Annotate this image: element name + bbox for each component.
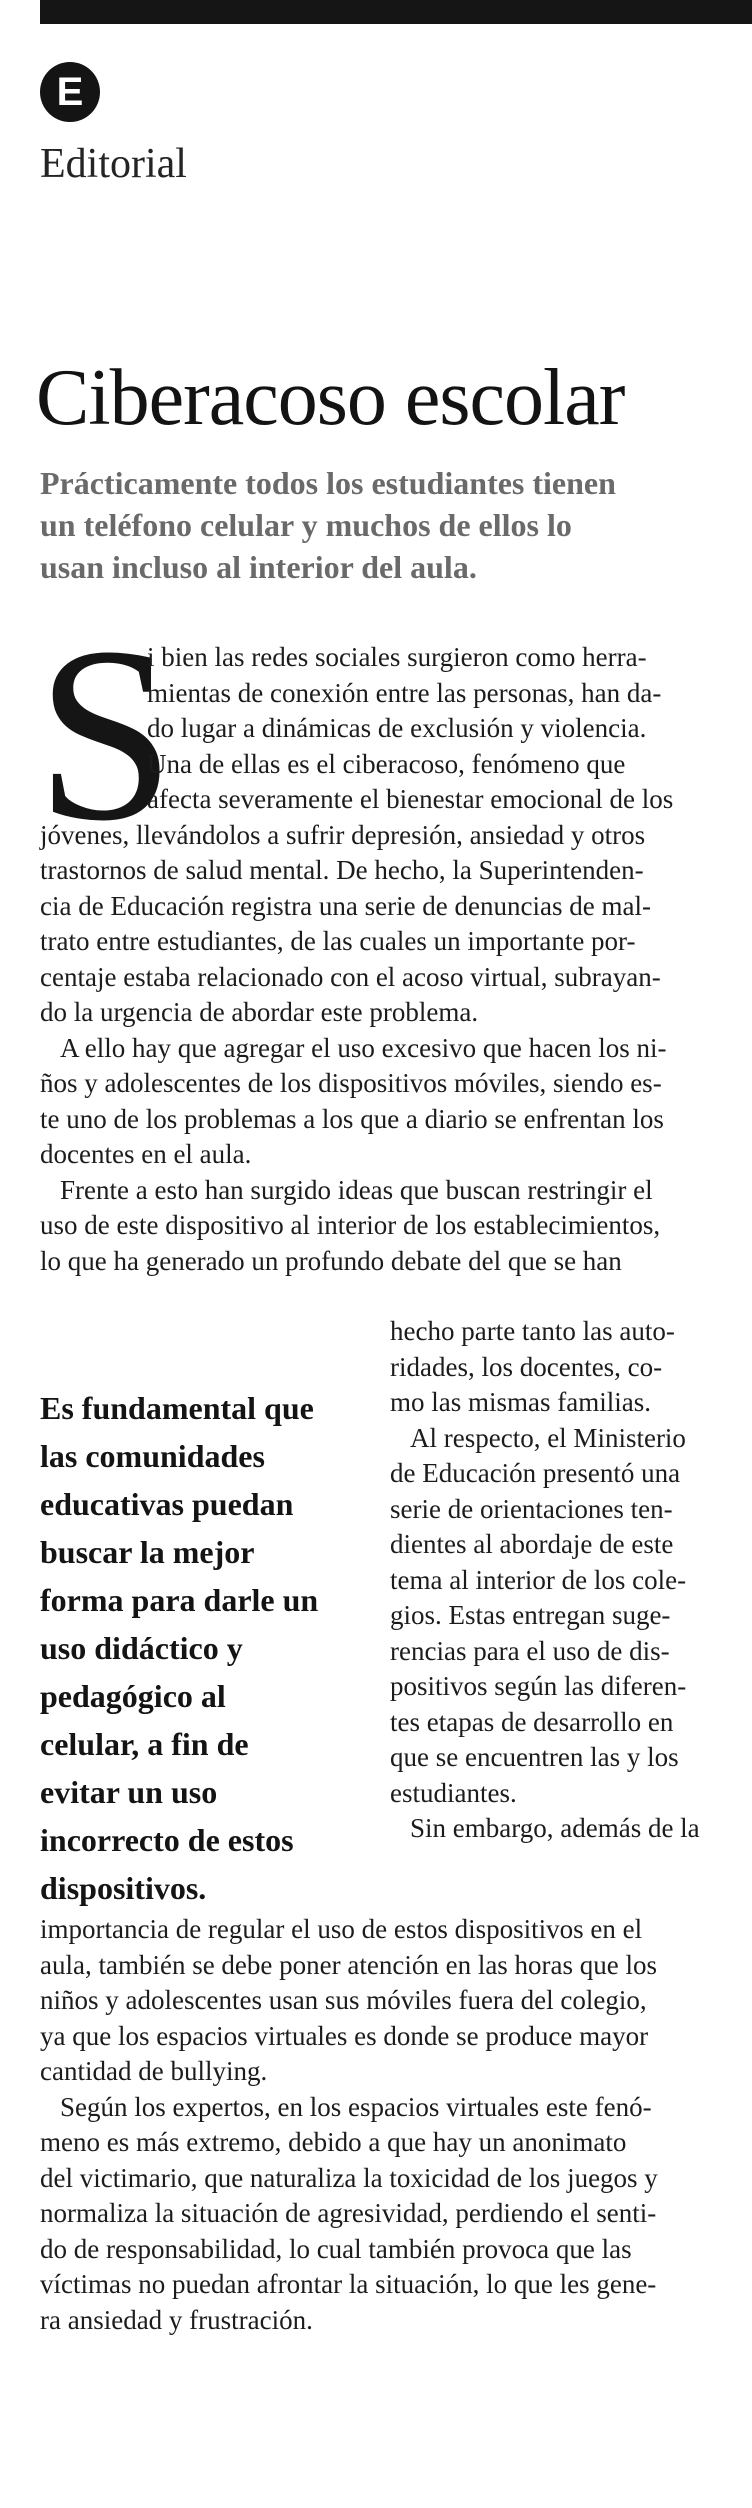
body-line: Según los expertos, en los espacios virtuales este fenó- [60, 2091, 652, 2122]
deck [40, 462, 740, 588]
body-line: jóvenes, llevándolos a sufrir depresión, ansiedad y otros [40, 819, 646, 850]
body-line: do lugar a dinámicas de exclusión y violencia. [147, 713, 647, 743]
body-line: trastornos de salud mental. De hecho, la Superintenden- [40, 855, 644, 885]
body-line: i bien las redes sociales surgieron como herra- [147, 642, 647, 672]
deck-line: usan incluso al interior del aula. [40, 549, 477, 585]
body-line: del victimario, que naturaliza la toxicidad de los juegos y [40, 2162, 658, 2193]
body-line: Al respecto, el Ministerio [410, 1422, 686, 1453]
section-badge: E [40, 62, 100, 122]
body-line: mientas de conexión entre las personas, han da- [147, 677, 662, 708]
drop-cap: S [36, 596, 176, 873]
top-rule [40, 0, 752, 24]
body-line: cia de Educación registra una serie de denuncias de mal- [40, 890, 651, 921]
pull-quote-line: forma para darle un [40, 1582, 319, 1618]
headline: Ciberacoso escolar [36, 354, 625, 442]
body-line: cantidad de bullying. [40, 2056, 268, 2086]
body-line: Sin embargo, además de la [410, 1813, 700, 1843]
body-line: te uno de los problemas a los que a diario se enfrentan los [40, 1103, 664, 1134]
body-line: ños y adolescentes de los dispositivos móviles, siendo es- [40, 1068, 662, 1098]
pull-quote [40, 1384, 365, 1912]
deck-line: Prácticamente todos los estudiantes tienen [40, 465, 616, 501]
body-line: víctimas no puedan afrontar la situación, lo que les gene- [40, 2269, 657, 2299]
body-line: rencias para el uso de dis- [390, 1635, 670, 1666]
deck-line: un teléfono celular y muchos de ellos lo [40, 507, 572, 543]
body-line: Frente a esto han surgido ideas que buscan restringir el [60, 1174, 653, 1205]
body-line: ya que los espacios virtuales es donde se produce mayor [40, 2020, 649, 2051]
body-text-bottom [40, 1912, 740, 2338]
body-line: tema al interior de los cole- [390, 1564, 687, 1595]
body-line: uso de este dispositivo al interior de los establecimientos, [40, 1210, 661, 1240]
body-line: estudiantes. [390, 1777, 517, 1808]
body-line: afecta severamente el bienestar emocional de los [147, 784, 674, 814]
pull-quote-line: Es fundamental que [40, 1390, 314, 1426]
pull-quote-line: dispositivos. [40, 1870, 207, 1906]
body-line: hecho parte tanto las auto- [390, 1316, 675, 1346]
body-line: dientes al abordaje de este [390, 1529, 674, 1559]
body-line: positivos según las diferen- [390, 1671, 687, 1701]
pull-quote-line: buscar la mejor [40, 1534, 255, 1570]
body-line: do de responsabilidad, lo cual también provoca que las [40, 2233, 632, 2264]
body-line: lo que ha generado un profundo debate del que se han [40, 1245, 622, 1276]
body-text-top [40, 640, 740, 1279]
pull-quote-line: pedagógico al [40, 1678, 226, 1714]
body-line: ridades, los docentes, co- [390, 1351, 663, 1382]
body-line: importancia de regular el uso de estos dispositivos en el [40, 1914, 643, 1944]
pull-quote-line: las comunidades [40, 1438, 265, 1474]
body-text-column [390, 1314, 740, 1847]
body-line: mo las mismas familias. [390, 1387, 651, 1417]
pull-quote-line: educativas puedan [40, 1486, 294, 1522]
body-line: de Educación presentó una [390, 1458, 681, 1488]
pull-quote-line: celular, a fin de [40, 1726, 249, 1762]
section-label: Editorial [40, 141, 187, 187]
pull-quote-line: uso didáctico y [40, 1630, 243, 1666]
body-line: tes etapas de desarrollo en [390, 1706, 674, 1737]
body-line: ra ansiedad y frustración. [40, 2304, 313, 2335]
body-line: trato entre estudiantes, de las cuales un importante por- [40, 926, 636, 956]
body-line: que se encuentren las y los [390, 1742, 679, 1772]
body-line: centaje estaba relacionado con el acoso virtual, subrayan- [40, 961, 661, 992]
body-line: niños y adolescentes usan sus móviles fuera del colegio, [40, 1985, 647, 2015]
body-line: aula, también se debe poner atención en las horas que los [40, 1949, 658, 1980]
body-line: do la urgencia de abordar este problema. [40, 997, 479, 1027]
body-line: serie de orientaciones ten- [390, 1493, 673, 1524]
body-line: docentes en el aula. [40, 1139, 252, 1169]
body-line: gios. Estas entregan suge- [390, 1600, 671, 1630]
pull-quote-line: incorrecto de estos [40, 1822, 294, 1858]
body-line: meno es más extremo, debido a que hay un anonimato [40, 2127, 627, 2157]
body-line: Una de ellas es el ciberacoso, fenómeno que [147, 748, 626, 779]
body-line: normaliza la situación de agresividad, perdiendo el senti- [40, 2198, 657, 2228]
pull-quote-line: evitar un uso [40, 1774, 218, 1810]
body-line: A ello hay que agregar el uso excesivo que hacen los ni- [60, 1032, 667, 1063]
